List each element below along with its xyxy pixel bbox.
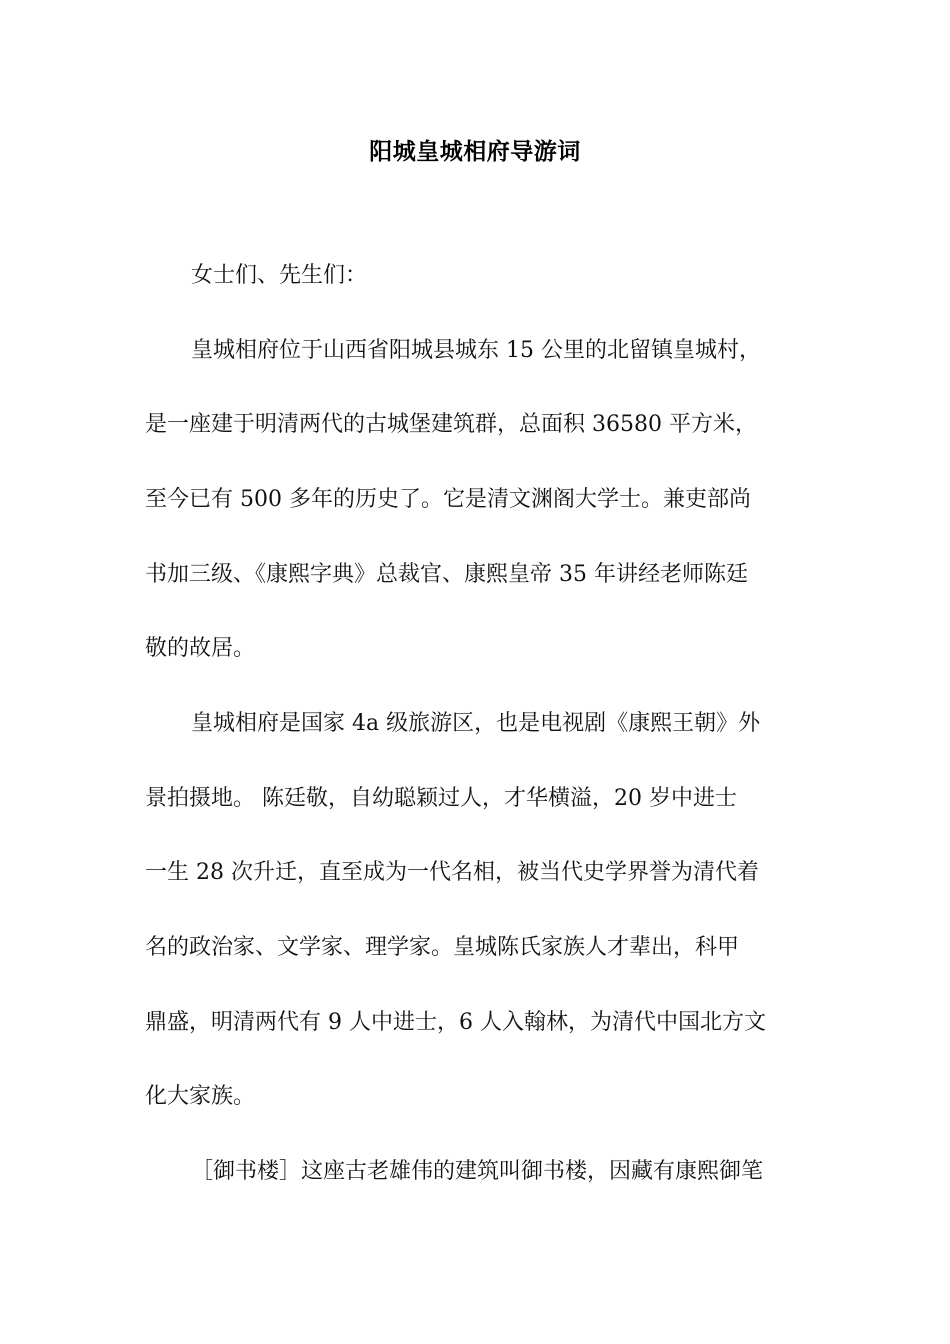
text-line: 至今已有 500 多年的历史了。它是清文渊阁大学士。兼吏部尚 [145, 487, 751, 512]
text-line: 景拍摄地。 陈廷敬，自幼聪颖过人，才华横溢，20 岁中进士 [145, 786, 737, 811]
text-line: 名的政治家、文学家、理学家。皇城陈氏家族人才辈出，科甲 [145, 935, 740, 960]
text-line: ［御书楼］这座古老雄伟的建筑叫御书楼，因藏有康熙御笔 [191, 1159, 764, 1184]
text-line: 是一座建于明清两代的古城堡建筑群，总面积 36580 平方米， [145, 412, 757, 437]
text-line: 一生 28 次升迁，直至成为一代名相，被当代史学界誉为清代着 [145, 860, 759, 885]
text-line: 鼎盛，明清两代有 9 人中进士，6 人入翰林，为清代中国北方文 [145, 1010, 766, 1035]
text-line: 敬的故居。 [145, 636, 256, 661]
text-line: 皇城相府位于山西省阳城县城东 15 公里的北留镇皇城村， [191, 338, 761, 363]
text-line: 化大家族。 [145, 1084, 256, 1109]
text-line: 皇城相府是国家 4a 级旅游区，也是电视剧《康熙王朝》外 [191, 711, 761, 736]
document-title: 阳城皇城相府导游词 [369, 138, 581, 165]
text-line: 女士们、先生们： [191, 263, 368, 288]
text-line: 书加三级、《康熙字典》总裁官、康熙皇帝 35 年讲经老师陈廷 [145, 562, 748, 587]
